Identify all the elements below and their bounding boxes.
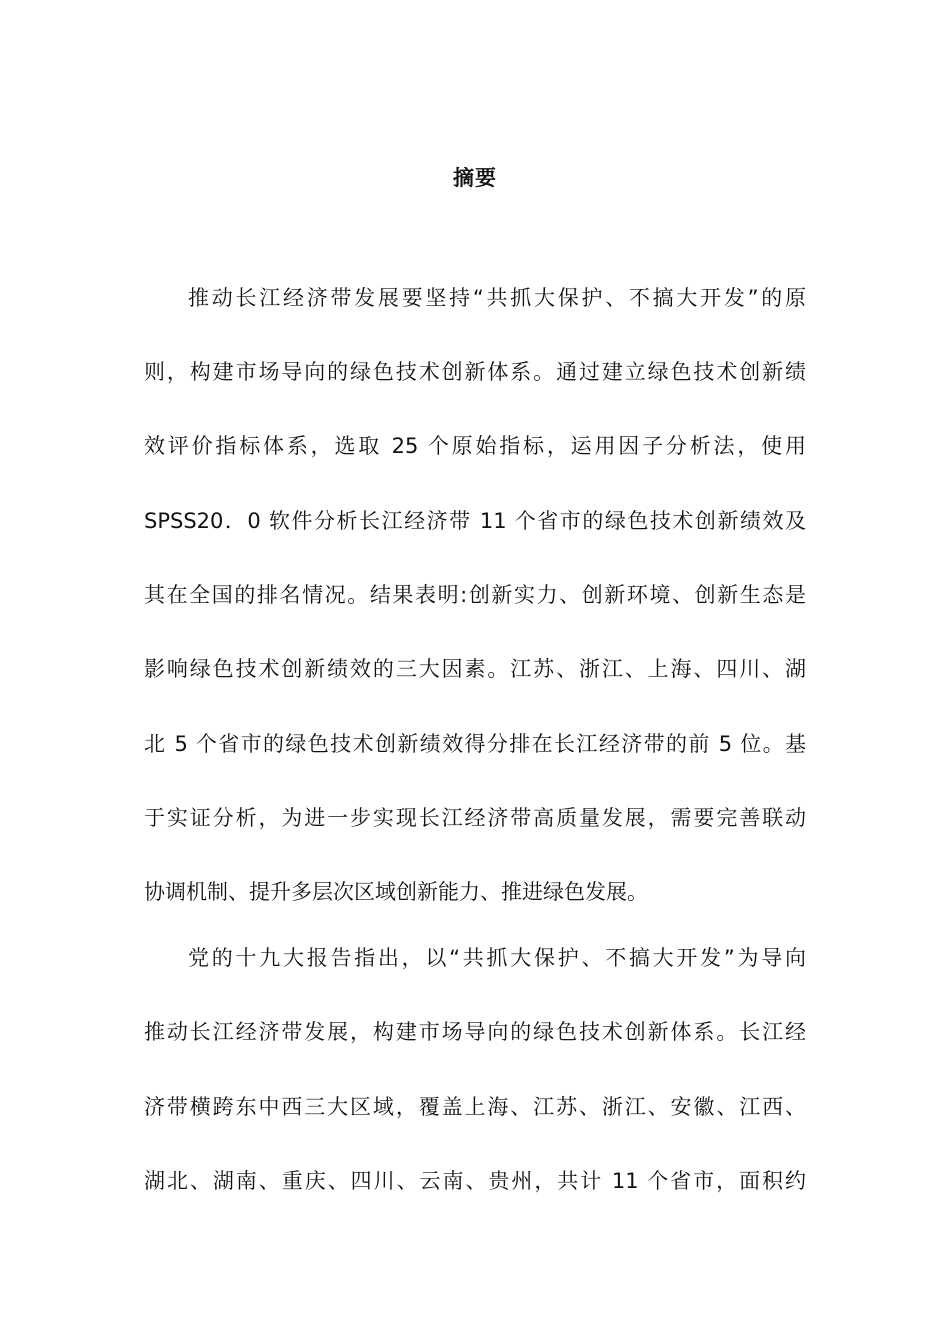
text-line: 济带横跨东中西三大区域，覆盖上海、江苏、浙江、安徽、江西、 <box>144 1095 806 1119</box>
text-line: 推动长江经济带发展，构建市场导向的绿色技术创新体系。长江经 <box>144 1020 806 1044</box>
text-line: 影响绿色技术创新绩效的三大因素。江苏、浙江、上海、四川、湖 <box>144 657 806 681</box>
text-line: 其在全国的排名情况。结果表明:创新实力、创新环境、创新生态是 <box>144 583 806 607</box>
text-line: 效评价指标体系，选取 25 个原始指标，运用因子分析法，使用 <box>144 434 806 458</box>
abstract-title: 摘要 <box>453 166 497 190</box>
text-line: 则，构建市场导向的绿色技术创新体系。通过建立绿色技术创新绩 <box>144 360 806 384</box>
text-line: 北 5 个省市的绿色技术创新绩效得分排在长江经济带的前 5 位。基 <box>144 732 806 756</box>
text-line: 协调机制、提升多层次区域创新能力、推进绿色发展。 <box>144 880 648 904</box>
text-line: 推动长江经济带发展要坚持“共抓大保护、不搞大开发”的原 <box>188 286 806 310</box>
text-line: 湖北、湖南、重庆、四川、云南、贵州，共计 11 个省市，面积约 <box>144 1169 806 1193</box>
text-line: 于实证分析，为进一步实现长江经济带高质量发展，需要完善联动 <box>144 806 806 830</box>
text-line: 党的十九大报告指出，以“共抓大保护、不搞大开发”为导向 <box>188 946 806 970</box>
text-line: SPSS20．0 软件分析长江经济带 11 个省市的绿色技术创新绩效及 <box>144 509 806 533</box>
